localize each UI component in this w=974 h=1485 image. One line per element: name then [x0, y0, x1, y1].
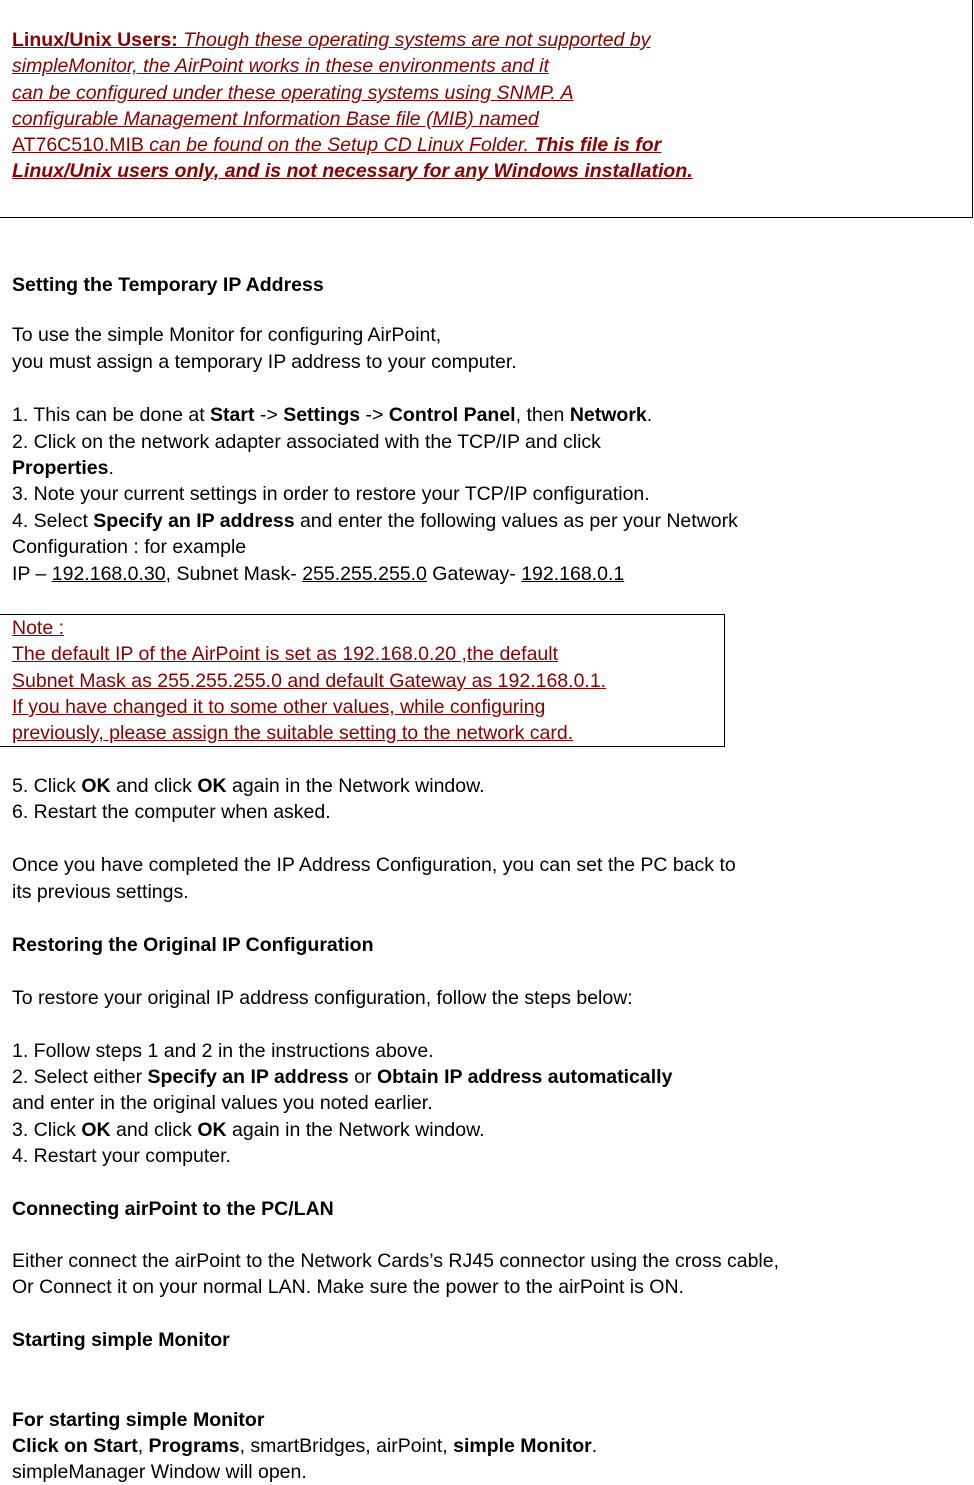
linux-notice-line-4: configurable Management Information Base file (MIB) named — [12, 108, 539, 130]
temp-ip-step-1: 1. This can be done at Start -> Settings -> Control Panel, then Network. — [12, 404, 653, 426]
restore-step-2: 2. Select either Specify an IP address or Obtain IP address automatically — [12, 1066, 673, 1088]
linux-notice-line-1: Linux/Unix Users: Though these operating systems are not supported by — [12, 29, 651, 51]
linux-notice-line-3: can be configured under these operating systems using SNMP. A — [12, 82, 574, 104]
starting-instructions: Click on Start, Programs, smartBridges, airPoint, simple Monitor. — [12, 1435, 598, 1457]
temp-ip-step-2-cont: Properties. — [12, 457, 114, 479]
linux-notice-line-6: Linux/Unix users only, and is not necessary for any Windows installation. — [12, 160, 693, 182]
once-completed-1: Once you have completed the IP Address Configuration, you can set the PC back to — [12, 854, 736, 876]
section-title-restore: Restoring the Original IP Configuration — [12, 934, 374, 956]
restore-step-3: 3. Click OK and click OK again in the Network window. — [12, 1119, 485, 1141]
restore-step-1: 1. Follow steps 1 and 2 in the instructions above. — [12, 1040, 434, 1062]
starting-result: simpleManager Window will open. — [12, 1461, 307, 1483]
linux-notice-heading: Linux/Unix Users: — [12, 29, 178, 51]
temp-ip-step-4-cont: Configuration : for example — [12, 536, 247, 558]
connect-line-2: Or Connect it on your normal LAN. Make sure the power to the airPoint is ON. — [12, 1276, 684, 1298]
restore-intro: To restore your original IP address configuration, follow the steps below: — [12, 987, 633, 1009]
section-title-connect: Connecting airPoint to the PC/LAN — [12, 1198, 334, 1220]
section-title-starting: Starting simple Monitor — [12, 1329, 230, 1351]
temp-ip-example-values: IP – 192.168.0.30, Subnet Mask- 255.255.255.0 Gateway- 192.168.0.1 — [12, 563, 625, 585]
temp-ip-step-2: 2. Click on the network adapter associated with the TCP/IP and click — [12, 431, 601, 453]
section-title-temp-ip: Setting the Temporary IP Address — [12, 274, 324, 296]
note-line-1: The default IP of the AirPoint is set as 192.168.0.20 ,the default — [12, 643, 559, 665]
temp-ip-intro-2: you must assign a temporary IP address to your computer. — [12, 351, 517, 373]
temp-ip-step-4: 4. Select Specify an IP address and enter the following values as per your Network — [12, 510, 738, 532]
restore-step-2-cont: and enter in the original values you noted earlier. — [12, 1092, 433, 1114]
note-line-3: If you have changed it to some other values, while configuring — [12, 696, 546, 718]
subnet-mask-value: 255.255.255.0 — [302, 563, 427, 585]
mib-filename: AT76C510.MIB — [12, 134, 144, 156]
note-line-4: previously, please assign the suitable setting to the network card. — [12, 722, 574, 744]
temp-ip-step-5: 5. Click OK and click OK again in the Network window. — [12, 775, 485, 797]
temp-ip-step-3: 3. Note your current settings in order to restore your TCP/IP configuration. — [12, 483, 650, 505]
restore-step-4: 4. Restart your computer. — [12, 1145, 231, 1167]
ip-value: 192.168.0.30 — [51, 563, 166, 585]
gateway-value: 192.168.0.1 — [521, 563, 625, 585]
linux-notice-line-5: AT76C510.MIB can be found on the Setup CD Linux Folder. This file is for — [12, 134, 662, 156]
note-label: Note : — [12, 617, 65, 639]
note-line-2: Subnet Mask as 255.255.255.0 and default Gateway as 192.168.0.1. — [12, 670, 607, 692]
temp-ip-intro-1: To use the simple Monitor for configuring AirPoint, — [12, 324, 442, 346]
starting-subheading: For starting simple Monitor — [12, 1409, 265, 1431]
once-completed-2: its previous settings. — [12, 881, 189, 903]
connect-line-1: Either connect the airPoint to the Network Cards’s RJ45 connector using the cross cable, — [12, 1250, 780, 1272]
temp-ip-step-6: 6. Restart the computer when asked. — [12, 801, 331, 823]
linux-notice-line-2: simpleMonitor, the AirPoint works in these environments and it — [12, 55, 549, 77]
